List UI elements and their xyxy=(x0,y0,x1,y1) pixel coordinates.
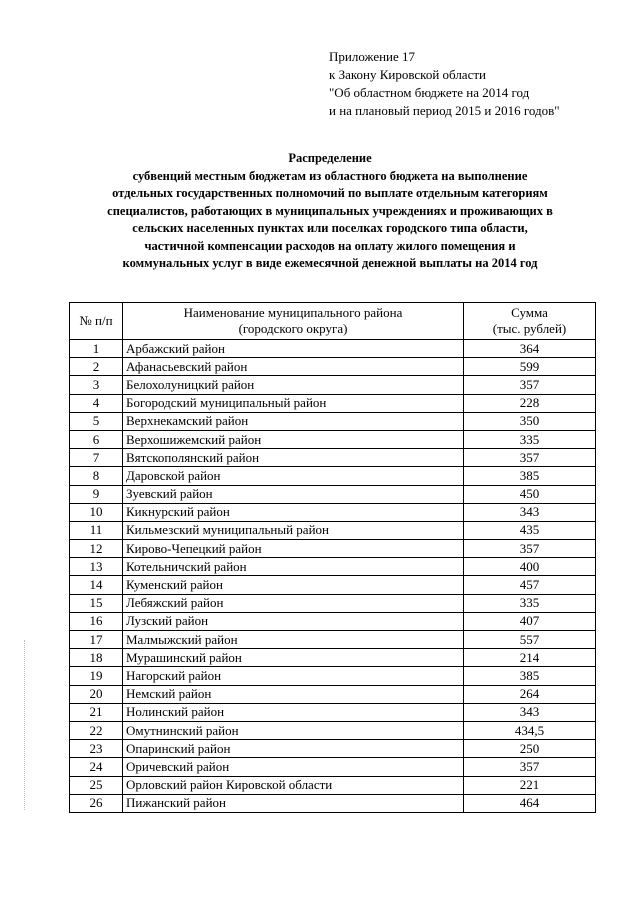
table-header-row xyxy=(70,303,596,340)
district-name: Вятскополянский район xyxy=(123,449,464,467)
amount: 228 xyxy=(464,394,596,412)
row-number: 2 xyxy=(70,358,123,376)
district-name: Куменский район xyxy=(123,576,464,594)
table-row xyxy=(70,685,596,703)
district-name: Котельничский район xyxy=(123,558,464,576)
district-name: Кирово-Чепецкий район xyxy=(123,540,464,558)
amount: 557 xyxy=(464,631,596,649)
title-line: частичной компенсации расходов на оплату жилого помещения и xyxy=(144,238,516,253)
row-number: 7 xyxy=(70,449,123,467)
row-number: 16 xyxy=(70,612,123,630)
table-row xyxy=(70,394,596,412)
row-number: 17 xyxy=(70,631,123,649)
district-name: Белохолуницкий район xyxy=(123,376,464,394)
district-name: Опаринский район xyxy=(123,740,464,758)
amount: 385 xyxy=(464,467,596,485)
district-name: Верхошижемский район xyxy=(123,430,464,448)
table-row xyxy=(70,649,596,667)
row-number: 4 xyxy=(70,394,123,412)
header-name-line2: (городского округа) xyxy=(238,321,348,336)
row-number: 1 xyxy=(70,340,123,358)
row-number: 25 xyxy=(70,776,123,794)
row-number: 13 xyxy=(70,558,123,576)
amount: 450 xyxy=(464,485,596,503)
table-row xyxy=(70,612,596,630)
table-row xyxy=(70,776,596,794)
row-number: 23 xyxy=(70,740,123,758)
table-row xyxy=(70,794,596,812)
amount: 435 xyxy=(464,521,596,539)
title-line: коммунальных услуг в виде ежемесячной денежной выплаты на 2014 год xyxy=(122,256,538,270)
district-name: Малмыжский район xyxy=(123,631,464,649)
row-number: 20 xyxy=(70,685,123,703)
district-name: Даровской район xyxy=(123,467,464,485)
district-name: Нолинский район xyxy=(123,703,464,721)
header-name-line1: Наименование муниципального района xyxy=(183,305,403,320)
district-name: Оричевский район xyxy=(123,758,464,776)
appendix-line: и на плановый период 2015 и 2016 годов" xyxy=(329,103,560,118)
table-row xyxy=(70,558,596,576)
amount: 385 xyxy=(464,667,596,685)
amount: 357 xyxy=(464,376,596,394)
amount: 221 xyxy=(464,776,596,794)
row-number: 9 xyxy=(70,485,123,503)
title-line: сельских населенных пунктах или поселках городского типа области, xyxy=(132,221,528,235)
table-row xyxy=(70,540,596,558)
amount: 464 xyxy=(464,794,596,812)
table-body xyxy=(70,340,596,813)
table-row xyxy=(70,721,596,739)
appendix-header xyxy=(329,48,560,120)
amount: 400 xyxy=(464,558,596,576)
row-number: 18 xyxy=(70,649,123,667)
table-row xyxy=(70,576,596,594)
district-name: Пижанский район xyxy=(123,794,464,812)
row-number: 6 xyxy=(70,430,123,448)
title-line: специалистов, работающих в муниципальных учреждениях и проживающих в xyxy=(107,203,553,218)
document-title xyxy=(60,150,600,273)
table-row xyxy=(70,740,596,758)
row-number: 5 xyxy=(70,412,123,430)
table-row xyxy=(70,376,596,394)
district-name: Верхнекамский район xyxy=(123,412,464,430)
table-row xyxy=(70,667,596,685)
amount: 599 xyxy=(464,358,596,376)
table-row xyxy=(70,340,596,358)
table-row xyxy=(70,449,596,467)
district-name: Немский район xyxy=(123,685,464,703)
header-name xyxy=(123,303,464,340)
title-line: отдельных государственных полномочий по выплате отдельным категориям xyxy=(112,186,548,200)
district-name: Мурашинский район xyxy=(123,649,464,667)
appendix-line: Приложение 17 xyxy=(329,49,416,64)
amount: 335 xyxy=(464,594,596,612)
amount: 357 xyxy=(464,758,596,776)
amount: 364 xyxy=(464,340,596,358)
district-name: Кильмезский муниципальный район xyxy=(123,521,464,539)
appendix-line: "Об областном бюджете на 2014 год xyxy=(329,85,530,100)
amount: 343 xyxy=(464,503,596,521)
table-row xyxy=(70,758,596,776)
table-row xyxy=(70,467,596,485)
row-number: 19 xyxy=(70,667,123,685)
table-row xyxy=(70,503,596,521)
row-number: 22 xyxy=(70,721,123,739)
district-name: Кикнурский район xyxy=(123,503,464,521)
title-line: субвенций местным бюджетам из областного бюджета на выполнение xyxy=(132,168,528,183)
amount: 357 xyxy=(464,449,596,467)
amount: 335 xyxy=(464,430,596,448)
appendix-line: к Закону Кировской области xyxy=(329,67,486,82)
scan-artifact-line xyxy=(24,640,26,810)
table-row xyxy=(70,412,596,430)
header-sum-line2: (тыс. рублей) xyxy=(492,321,567,336)
district-name: Афанасьевский район xyxy=(123,358,464,376)
row-number: 11 xyxy=(70,521,123,539)
district-name: Нагорский район xyxy=(123,667,464,685)
district-name: Зуевский район xyxy=(123,485,464,503)
row-number: 3 xyxy=(70,376,123,394)
district-name: Орловский район Кировской области xyxy=(123,776,464,794)
amount: 350 xyxy=(464,412,596,430)
district-name: Омутнинский район xyxy=(123,721,464,739)
title-heading: Распределение xyxy=(288,151,372,165)
header-num: № п/п xyxy=(70,303,123,340)
amount: 357 xyxy=(464,540,596,558)
amount: 264 xyxy=(464,685,596,703)
row-number: 14 xyxy=(70,576,123,594)
header-sum xyxy=(464,303,596,340)
district-name: Арбажский район xyxy=(123,340,464,358)
row-number: 24 xyxy=(70,758,123,776)
table-row xyxy=(70,594,596,612)
row-number: 8 xyxy=(70,467,123,485)
table-row xyxy=(70,521,596,539)
amount: 407 xyxy=(464,612,596,630)
table-row xyxy=(70,631,596,649)
row-number: 10 xyxy=(70,503,123,521)
amount: 250 xyxy=(464,740,596,758)
amount: 457 xyxy=(464,576,596,594)
amount: 343 xyxy=(464,703,596,721)
row-number: 12 xyxy=(70,540,123,558)
row-number: 21 xyxy=(70,703,123,721)
table-row xyxy=(70,485,596,503)
amount: 434,5 xyxy=(464,721,596,739)
table-row xyxy=(70,358,596,376)
district-name: Лузский район xyxy=(123,612,464,630)
row-number: 26 xyxy=(70,794,123,812)
subsidy-table xyxy=(69,302,596,813)
district-name: Богородский муниципальный район xyxy=(123,394,464,412)
amount: 214 xyxy=(464,649,596,667)
row-number: 15 xyxy=(70,594,123,612)
table-row xyxy=(70,703,596,721)
header-sum-line1: Сумма xyxy=(511,305,548,320)
table-row xyxy=(70,430,596,448)
district-name: Лебяжский район xyxy=(123,594,464,612)
